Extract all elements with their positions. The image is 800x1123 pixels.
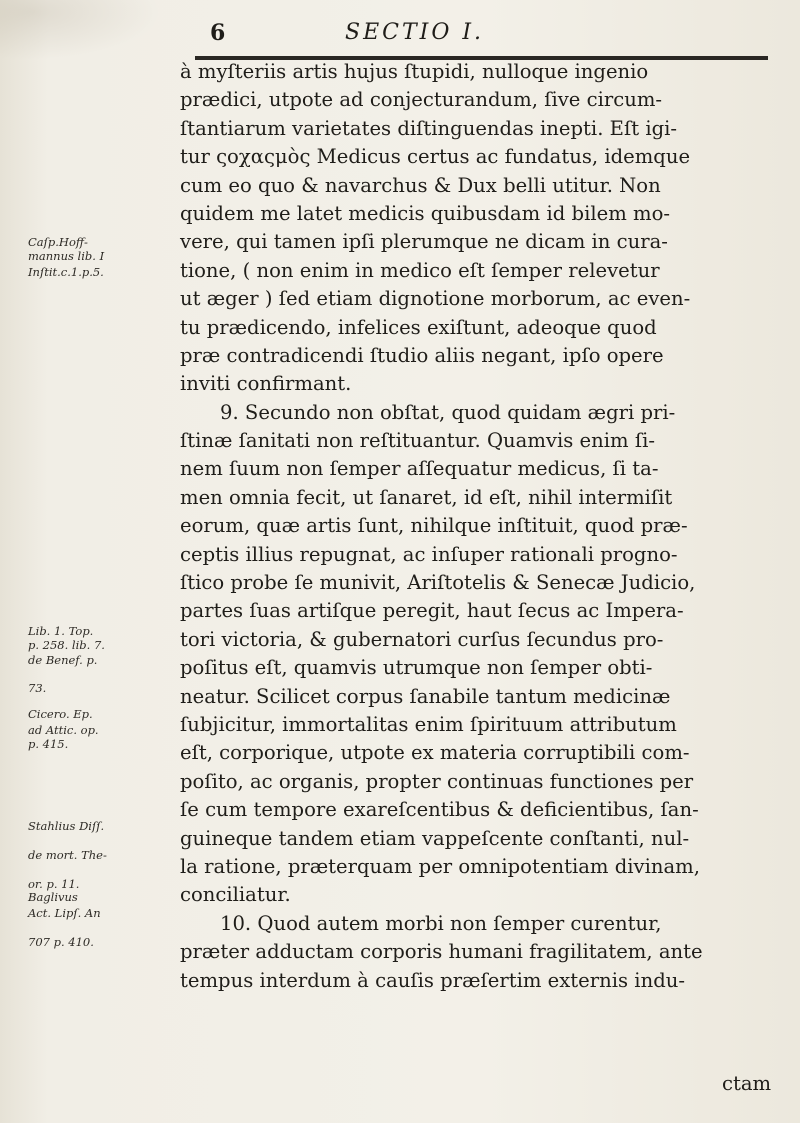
text-line: eorum, quæ artis ſunt, nihilque inſtituit, quod præ- <box>180 514 688 538</box>
text-line: poſito, ac organis, propter continuas functiones per <box>180 769 694 793</box>
margin-note: de Benef. p. <box>28 653 98 667</box>
margin-note: Stahlius Diſſ. <box>28 819 105 833</box>
paragraph-start-line: 10. Quod autem morbi non ſemper curentur, <box>220 911 662 935</box>
text-line: neatur. Scilicet corpus ſanabile tantum medicinæ <box>180 684 671 708</box>
margin-note: mannus lib. I <box>28 249 105 263</box>
text-line: prædici, utpote ad conjecturandum, ſive circum- <box>180 88 663 112</box>
margin-note: Act. Lipſ. An <box>28 906 101 920</box>
text-line: conciliatur. <box>180 883 291 907</box>
text-line: præ contradicendi ſtudio aliis negant, ipſo opere <box>180 343 664 367</box>
text-line: cum eo quo & navarchus & Dux belli utitur. Non <box>180 173 661 197</box>
text-line: eſt, corporique, utpote ex materia corruptibili com- <box>180 741 690 765</box>
text-line: ſtico probe ſe munivit, Ariſtotelis & Senecæ Judicio, <box>180 571 696 595</box>
text-line: nem ſuum non ſemper aſſequatur medicus, ſi ta- <box>180 457 659 481</box>
text-line: tu prædicendo, infelices exiſtunt, adeoque quod <box>180 315 657 339</box>
margin-note: ad Attic. op. <box>28 723 99 737</box>
text-line: à myſteriis artis hujus ſtupidi, nulloque ingenio <box>180 60 649 83</box>
text-line: ſtinæ ſanitati non reſtituantur. Quamvis enim ſi- <box>180 429 655 453</box>
running-head: SECTIO I. <box>345 20 485 45</box>
text-line: ſe cum tempore exareſcentibus & deficientibus, ſan- <box>180 798 699 822</box>
text-line: poſitus eſt, quamvis utrumque non ſemper obti- <box>180 656 653 680</box>
paragraph-start-line: 9. Secundo non obſtat, quod quidam ægri pri- <box>220 400 676 424</box>
body-text <box>180 58 780 995</box>
text-line: tori victoria, & gubernatori curſus ſecundus pro- <box>180 627 664 651</box>
text-line: tione, ( non enim in medico eſt ſemper relevetur <box>180 258 660 282</box>
text-line: quidem me latet medicis quibusdam id bilem mo- <box>180 201 670 225</box>
catchword: ctam <box>722 1072 772 1095</box>
text-line: ſubjicitur, immortalitas enim ſpirituum attributum <box>180 712 677 736</box>
margin-note: Inſtit.c.1.p.5. <box>28 265 104 279</box>
text-line: ceptis illius repugnat, ac inſuper rationali progno- <box>180 542 678 566</box>
margin-note: Caſp.Hoff- <box>28 235 88 249</box>
margin-note: p. 415. <box>28 737 69 751</box>
text-line: tur ςοχαςμὸς Medicus certus ac fundatus, idemque <box>180 145 691 169</box>
margin-note: Baglivus <box>28 890 78 904</box>
margin-note: 73. <box>28 681 47 695</box>
text-line: guineque tandem etiam vappeſcente conſtanti, nul- <box>180 826 690 850</box>
page-header <box>0 14 800 54</box>
margin-note: Lib. 1. Top. <box>28 624 94 638</box>
text-line: ut æger ) ſed etiam dignotione morborum, ac even- <box>180 287 691 311</box>
text-line: tempus interdum à cauſis præſertim externis indu- <box>180 968 685 992</box>
margin-note: Cicero. Ep. <box>28 707 93 721</box>
text-line: partes ſuas artiſque peregit, haut ſecus ac Impera- <box>180 599 684 623</box>
text-line: præter adductam corporis humani fragilitatem, ante <box>180 940 703 964</box>
page-number: 6 <box>210 20 226 46</box>
text-line: ſtantiarum varietates diſtinguendas inepti. Eſt igi- <box>180 116 678 140</box>
text-line: men omnia fecit, ut ſanaret, id eſt, nihil intermiſit <box>180 485 673 509</box>
margin-note: p. 258. lib. 7. <box>28 638 105 652</box>
text-line: la ratione, præterquam per omnipotentiam divinam, <box>180 854 700 878</box>
text-line: vere, qui tamen ipſi plerumque ne dicam in cura- <box>180 230 668 254</box>
margin-note: or. p. 11. <box>28 877 80 891</box>
margin-note: de mort. The- <box>28 848 107 862</box>
margin-note: 707 p. 410. <box>28 935 94 949</box>
text-line: inviti confirmant. <box>180 372 352 396</box>
